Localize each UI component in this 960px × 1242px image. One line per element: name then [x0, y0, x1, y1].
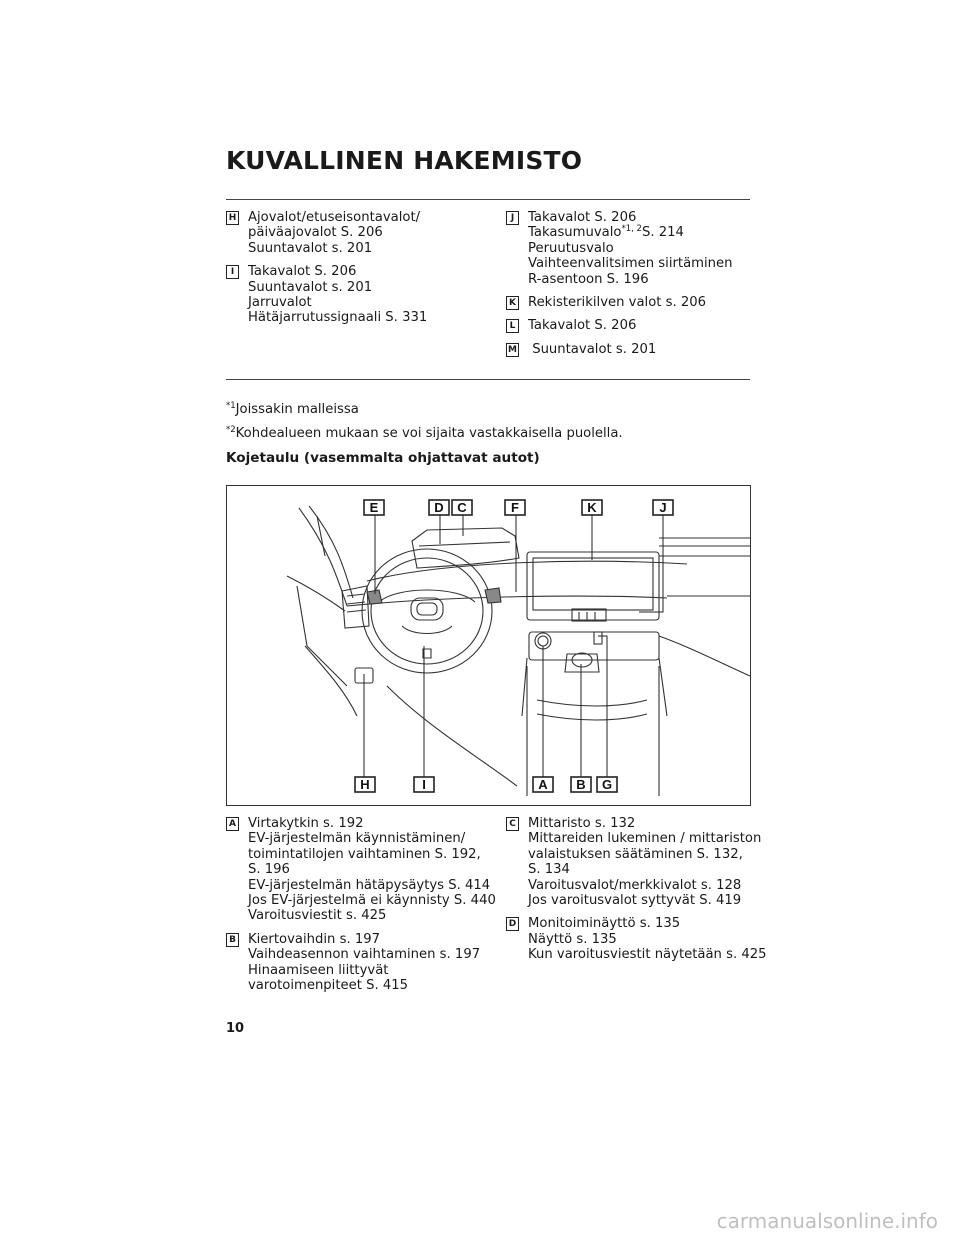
callout-letter-j: J	[659, 500, 667, 515]
entry-line: Vaihteenvalitsimen siirtäminen	[528, 256, 733, 272]
door-line	[297, 586, 347, 686]
entry-line: Varoitusvalot/merkkivalot s. 128	[528, 877, 742, 893]
callout-letter-e: E	[369, 500, 379, 515]
button-dividers	[579, 612, 595, 620]
key-badge: D	[506, 917, 519, 931]
section-rule	[226, 379, 750, 380]
entry-line: Suuntavalot s. 201	[528, 341, 657, 357]
wheel-spoke	[402, 626, 452, 634]
display-screen	[533, 558, 653, 610]
entry-k	[506, 295, 733, 310]
entry-line: Vaihdeasennon vaihtaminen s. 197	[248, 947, 481, 963]
entry-a	[226, 816, 496, 924]
entry-line: Takavalot S. 206	[528, 210, 637, 225]
entry-line: Suuntavalot s. 201	[248, 279, 373, 295]
shift-indicator	[594, 632, 602, 644]
entry-line: Mittareiden lukeminen / mittariston	[528, 831, 762, 847]
shift-dial-base	[565, 654, 599, 672]
entry-line: Takavalot S. 206	[248, 264, 357, 280]
section-heading: Kojetaulu (vasemmalta ohjattavat autot)	[226, 450, 540, 466]
watermark: carmanualsonline.info	[716, 1209, 938, 1233]
entry-line: Kun varoitusviestit näytetään s. 425	[528, 947, 767, 963]
key-badge: L	[506, 319, 519, 333]
console-line	[537, 700, 647, 706]
footnote-ref: *1, 2	[621, 224, 642, 235]
page-title: KUVALLINEN HAKEMISTO	[226, 146, 583, 175]
key-badge: C	[506, 817, 519, 831]
entry-line: varotoimenpiteet S. 415	[248, 978, 409, 994]
page-ref: S. 214	[641, 225, 684, 241]
wheel-hub	[411, 598, 443, 620]
callout-letter-d: D	[434, 500, 444, 515]
callout-label-g	[597, 777, 617, 792]
entry-line: Varoitusviestit s. 425	[248, 908, 387, 924]
entry-line: EV-järjestelmän hätäpysäytys S. 414	[248, 877, 491, 893]
right-dash-line	[659, 636, 750, 676]
callout-label-c	[452, 500, 472, 515]
cluster-trim	[419, 542, 510, 546]
entry-line: Takavalot S. 206	[528, 318, 637, 334]
power-button-inner	[538, 636, 548, 646]
entry-d	[506, 916, 767, 962]
entry-line: Näyttö s. 135	[528, 931, 617, 947]
entry-line: Jos varoitusvalot syttyvät S. 419	[528, 893, 742, 909]
entry-c	[506, 816, 767, 908]
callout-label-b	[571, 777, 591, 792]
entry-line: Hätäjarrutussignaali S. 331	[248, 310, 428, 326]
entry-lines	[528, 916, 767, 962]
key-badge: M	[506, 343, 519, 357]
entry-line: Rekisterikilven valot s. 206	[528, 295, 707, 311]
display-buttons	[572, 609, 606, 621]
entry-line-with-footnote	[528, 225, 733, 240]
dashboard-figure	[226, 485, 751, 806]
callout-letter-i: I	[422, 777, 426, 792]
callout-letter-c: C	[457, 500, 467, 515]
entry-lines	[248, 932, 480, 994]
key-badge: A	[226, 817, 239, 831]
callout-letter-a: A	[538, 777, 548, 792]
key-badge: I	[226, 265, 239, 279]
steering-wheel-inner	[371, 558, 483, 664]
entry-lines	[528, 816, 761, 908]
lower-dash-line	[387, 686, 517, 786]
entry-line: päiväajovalot S. 206	[248, 225, 383, 241]
callout-label-f	[505, 500, 525, 515]
dashboard-illustration	[227, 486, 750, 805]
instrument-cluster	[412, 528, 519, 568]
top-left-column	[226, 210, 427, 334]
door-line	[287, 576, 345, 611]
entry-line: EV-järjestelmän käynnistäminen/	[248, 831, 466, 847]
entry-line: Mittaristo s. 132	[528, 816, 636, 831]
right-stalk	[485, 588, 501, 603]
callout-letter-k: K	[587, 500, 597, 515]
callout-label-a	[533, 777, 553, 792]
entry-lines	[248, 210, 420, 256]
key-badge: H	[226, 211, 239, 225]
footnote-text: Joissakin malleissa	[235, 402, 359, 417]
right-dash-line	[659, 538, 750, 556]
entry-i	[226, 264, 427, 326]
page-number: 10	[226, 1021, 245, 1036]
entry-line: toimintatilojen vaihtaminen S. 192,	[248, 846, 481, 862]
wheel-emblem	[417, 603, 437, 615]
entry-line: Jarruvalot	[248, 295, 312, 311]
entry-line: Ajovalot/etuseisontavalot/	[248, 210, 421, 225]
bottom-right-column	[506, 816, 767, 971]
callout-letter-g: G	[601, 777, 613, 792]
footnote-2	[226, 426, 623, 441]
entry-line: Peruutusvalo	[528, 240, 614, 256]
entry-b	[226, 932, 496, 994]
a-pillar-line	[309, 506, 353, 598]
entry-line: Kiertovaihdin s. 197	[248, 931, 381, 947]
footnote-1	[226, 402, 359, 417]
entry-l	[506, 318, 733, 333]
entry-lines	[528, 210, 733, 287]
console-line	[537, 714, 647, 720]
footnote-text: Kohdealueen mukaan se voi sijaita vastakkaisella puolella.	[235, 426, 623, 441]
entry-line: Suuntavalot s. 201	[248, 240, 373, 256]
entry-lines	[248, 816, 496, 924]
entry-line: S. 196	[248, 862, 290, 878]
callout-letter-f: F	[511, 500, 519, 515]
entry-m	[506, 342, 733, 357]
callout-label-h	[355, 777, 375, 792]
entry-lines	[248, 264, 427, 326]
footnote-mark: *2	[226, 425, 236, 435]
entry-j	[506, 210, 733, 287]
console-line	[522, 658, 667, 716]
entry-line: valaistuksen säätäminen S. 132,	[528, 846, 743, 862]
key-badge: K	[506, 296, 519, 310]
entry-h	[226, 210, 427, 256]
entry-text: Takasumuvalo	[528, 225, 622, 241]
key-badge: B	[226, 933, 239, 947]
entry-line: Virtakytkin s. 192	[248, 816, 364, 831]
callout-label-e	[364, 500, 384, 515]
entry-line: R-asentoon S. 196	[528, 271, 649, 287]
door-line	[305, 646, 357, 716]
entry-line: S. 134	[528, 862, 570, 878]
top-right-column	[506, 210, 733, 365]
entry-line: Jos EV-järjestelmä ei käynnisty S. 440	[248, 893, 496, 909]
callout-lines	[364, 514, 663, 777]
callout-label-j	[653, 500, 673, 515]
title-rule	[226, 199, 750, 200]
callout-letter-h: H	[360, 777, 370, 792]
entry-line: Hinaamiseen liittyvät	[248, 962, 389, 978]
key-badge: J	[506, 211, 519, 225]
callout-label-i	[414, 777, 434, 792]
callout-letter-b: B	[576, 777, 586, 792]
callout-label-k	[582, 500, 602, 515]
dash-line	[347, 596, 667, 606]
footnote-mark: *1	[226, 401, 236, 411]
callout-label-d	[429, 500, 449, 515]
entry-line: Monitoiminäyttö s. 135	[528, 916, 681, 932]
bottom-left-column	[226, 816, 496, 1001]
